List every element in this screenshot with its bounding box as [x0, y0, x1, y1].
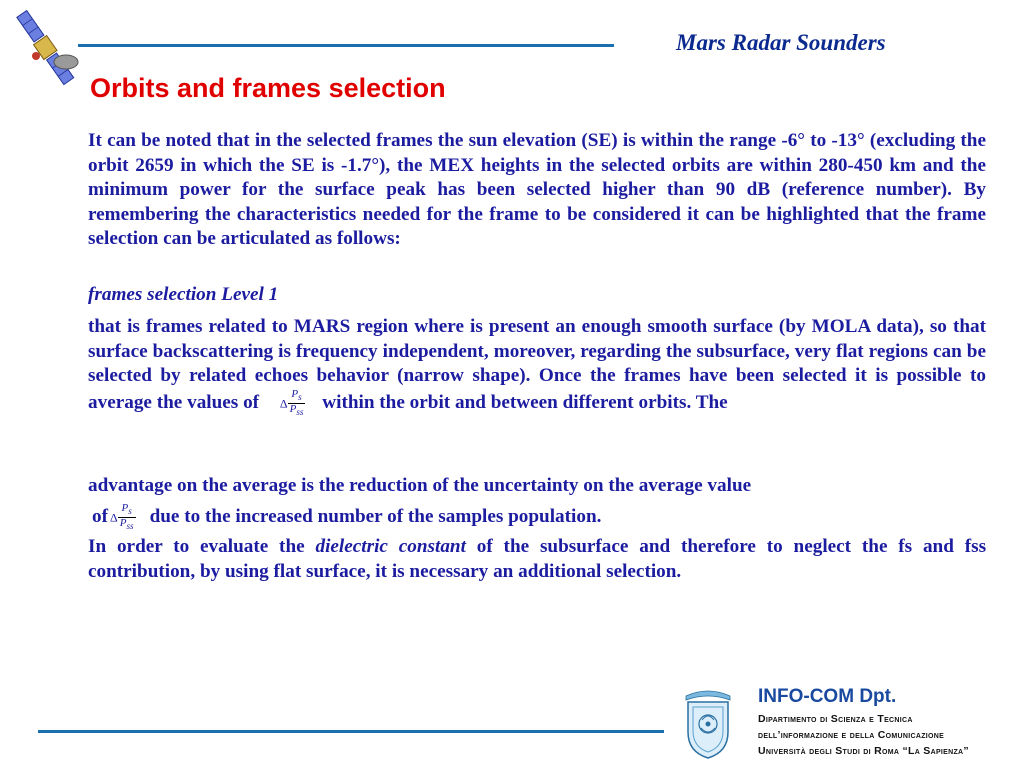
formula-ps-pss-2 — [110, 503, 136, 532]
formula-denominator-sub-2: ss — [126, 521, 134, 532]
dept-logo-text: INFO-COM Dpt. — [758, 686, 897, 707]
formula-denominator: P — [289, 402, 297, 415]
subheading-level-1: frames selection Level 1 — [88, 284, 279, 305]
paragraph-dielectric-a: In order to evaluate the — [88, 536, 305, 557]
paragraph-level-1 — [88, 315, 986, 418]
formula-fraction-2 — [118, 503, 136, 532]
formula-delta: Δ — [279, 395, 288, 410]
formula-ps-pss — [280, 389, 306, 418]
dept-line-1: Dipartimento di Scienza e Tecnica — [758, 713, 913, 725]
formula-delta-2: Δ — [109, 510, 118, 525]
dept-line-2: dell’informazione e della Comunicazione — [758, 729, 945, 741]
satellite-icon — [14, 4, 80, 96]
sapienza-seal-icon — [680, 686, 736, 760]
paragraph-of-value — [92, 503, 990, 532]
paragraph-level-1-text: that is frames related to MARS region where is present an enough smooth surface (by MOLA data), so that surface backscattering is frequency independent, moreover, regarding the subsurface, very flat regions can be selected by related echoes behavior (narrow shape). Once the frames have been selected it is possible to average the values of — [88, 316, 986, 413]
slide-title: Orbits and frames selection — [90, 73, 446, 103]
paragraph-level-1-tail: within the orbit and between different orbits. The — [322, 391, 728, 413]
paragraph-advantage: advantage on the average is the reduction of the uncertainty on the average value — [88, 475, 752, 496]
paragraph-dielectric-b: of the subsurface and therefore to neglect the fs and fss contribution, by using flat surface, it is necessary an additional selection. — [88, 536, 987, 582]
header-title: Mars Radar Sounders — [676, 30, 886, 55]
dept-line-3: Università degli Studi di Roma “La Sapienza” — [758, 745, 969, 757]
paragraph-intro: It can be noted that in the selected frames the sun elevation (SE) is within the range -6° to -13° (excluding the orbit 2659 in which the SE is -1.7°), the MEX heights in the selected orbits are within 280-450 km and the minimum power for the surface peak has been selected higher than 90 dB (reference number). By remembering the characteristics needed for the frame to be considered it can be highlighted that the frame selection can be articulated as follows: — [88, 130, 986, 249]
formula-numerator-sub: s — [298, 391, 302, 402]
formula-fraction — [288, 389, 306, 418]
formula-denominator-2: P — [119, 517, 127, 530]
paragraph-dielectric — [88, 535, 986, 584]
top-divider — [78, 44, 614, 47]
formula-numerator-2: P — [121, 502, 129, 514]
paragraph-of-tail: due to the increased number of the samples population. — [149, 506, 602, 528]
paragraph-of-lead: of — [92, 506, 108, 528]
bottom-divider — [38, 730, 664, 733]
formula-denominator-sub: ss — [296, 406, 304, 417]
formula-numerator: P — [291, 387, 299, 400]
formula-numerator-sub-2: s — [128, 506, 132, 517]
paragraph-dielectric-italic: dielectric constant — [315, 536, 466, 557]
